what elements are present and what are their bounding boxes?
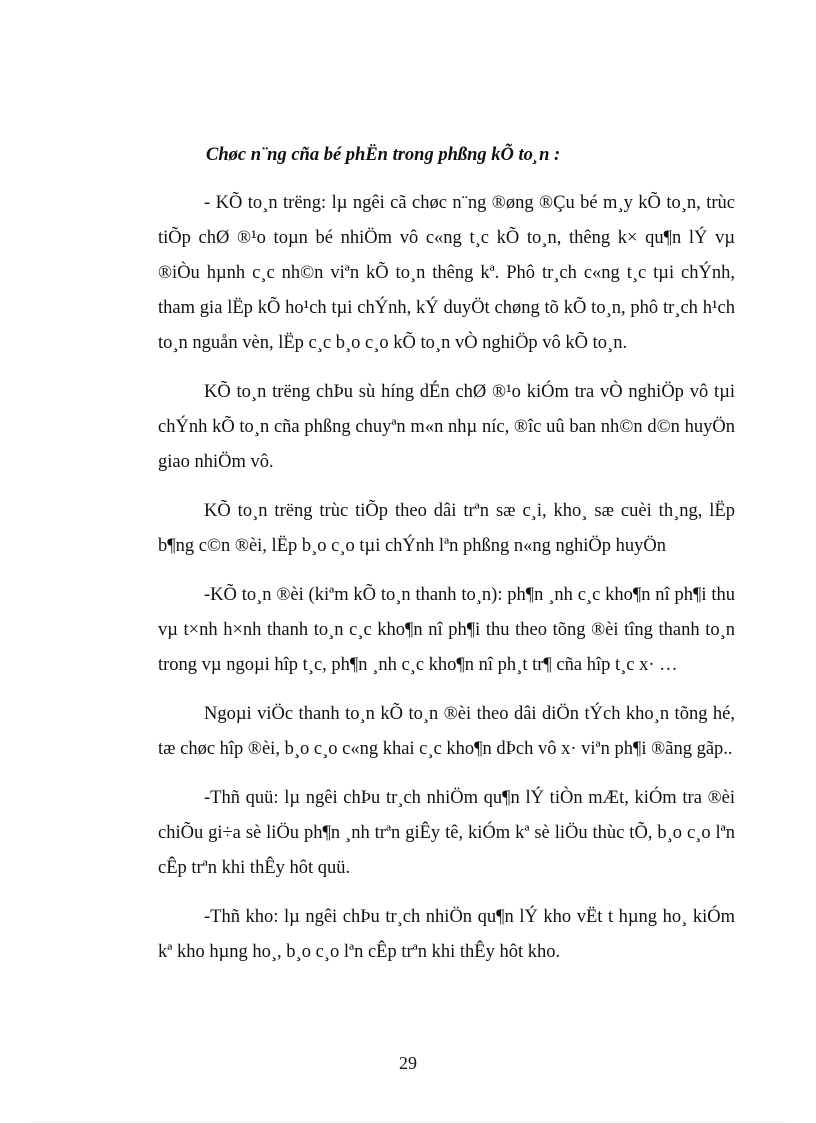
paragraph-cashier: -Thñ quü: lµ ngêi chÞu tr¸ch nhiÖm qu¶n lÝ tiÒn mÆt, kiÓm tra ®èi chiÕu gi÷a sè liÖu ph¶n ¸nh trªn giÊy tê, kiÓm kª sè liÖu thùc tÕ, b¸o c¸o lªn cÊp trªn khi thÊy hôt quü. bbox=[158, 788, 735, 878]
page-number: 29 bbox=[399, 1053, 417, 1073]
page-body bbox=[158, 138, 735, 970]
section-heading: Chøc n¨ng cña bé phËn trong phßng kÕ to¸n : bbox=[206, 145, 561, 165]
paragraph-debt-accountant-extra: Ngoµi viÖc thanh to¸n kÕ to¸n ®èi theo dâi diÖn tÝch kho¸n tõng hé, tæ chøc hîp ®èi, b¸o c¸o c«ng khai c¸c kho¶n dÞch vô x· viªn ph¶i ®ãng gãp.. bbox=[158, 704, 735, 759]
paragraph-chief-accountant-ledger: KÕ to¸n trëng trùc tiÕp theo dâi trªn sæ c¸i, kho¸ sæ cuèi th¸ng, lËp b¶ng c©n ®èi, lËp b¸o c¸o tµi chÝnh lªn phßng n«ng nghiÖp huyÖn bbox=[158, 501, 735, 556]
paragraph-storekeeper: -Thñ kho: lµ ngêi chÞu tr¸ch nhiÖn qu¶n lÝ kho vËt t hµng ho¸ kiÓm kª kho hµng ho¸, b¸o c¸o lªn cÊp trªn khi thÊy hôt kho. bbox=[158, 907, 735, 962]
paragraph-chief-accountant-duties: - KÕ to¸n trëng: lµ ngêi cã chøc n¨ng ®øng ®Çu bé m¸y kÕ to¸n, trùc tiÕp chØ ®¹o toµn bé nhiÖm vô c«ng t¸c kÕ to¸n, thêng k× qu¶n lÝ vµ ®iÒu hµnh c¸c nh©n viªn kÕ to¸n thêng kª. Phô tr¸ch c«ng t¸c tµi chÝnh, tham gia lËp kÕ ho¹ch tµi chÝnh, kÝ duyÖt chøng tõ kÕ to¸n, phô tr¸ch h¹ch to¸n nguån vèn, lËp c¸c b¸o c¸o kÕ to¸n vÒ nghiÖp vô kÕ to¸n. bbox=[158, 193, 735, 353]
page-bottom-divider bbox=[30, 1121, 786, 1122]
paragraph-chief-accountant-guidance: KÕ to¸n trëng chÞu sù híng dÉn chØ ®¹o kiÓm tra vÒ nghiÖp vô tµi chÝnh kÕ to¸n cña phßng chuyªn m«n nhµ níc, ®îc uû ban nh©n d©n huyÖn giao nhiÖm vô. bbox=[158, 382, 735, 472]
paragraph-debt-accountant: -KÕ to¸n ®èi (kiªm kÕ to¸n thanh to¸n): ph¶n ¸nh c¸c kho¶n nî ph¶i thu vµ t×nh h×nh thanh to¸n c¸c kho¶n nî ph¶i thu theo tõng ®èi tîng thanh to¸n trong vµ ngoµi hîp t¸c, ph¶n ¸nh c¸c kho¶n nî ph¸t tr¶ cña hîp t¸c x· … bbox=[158, 585, 735, 675]
